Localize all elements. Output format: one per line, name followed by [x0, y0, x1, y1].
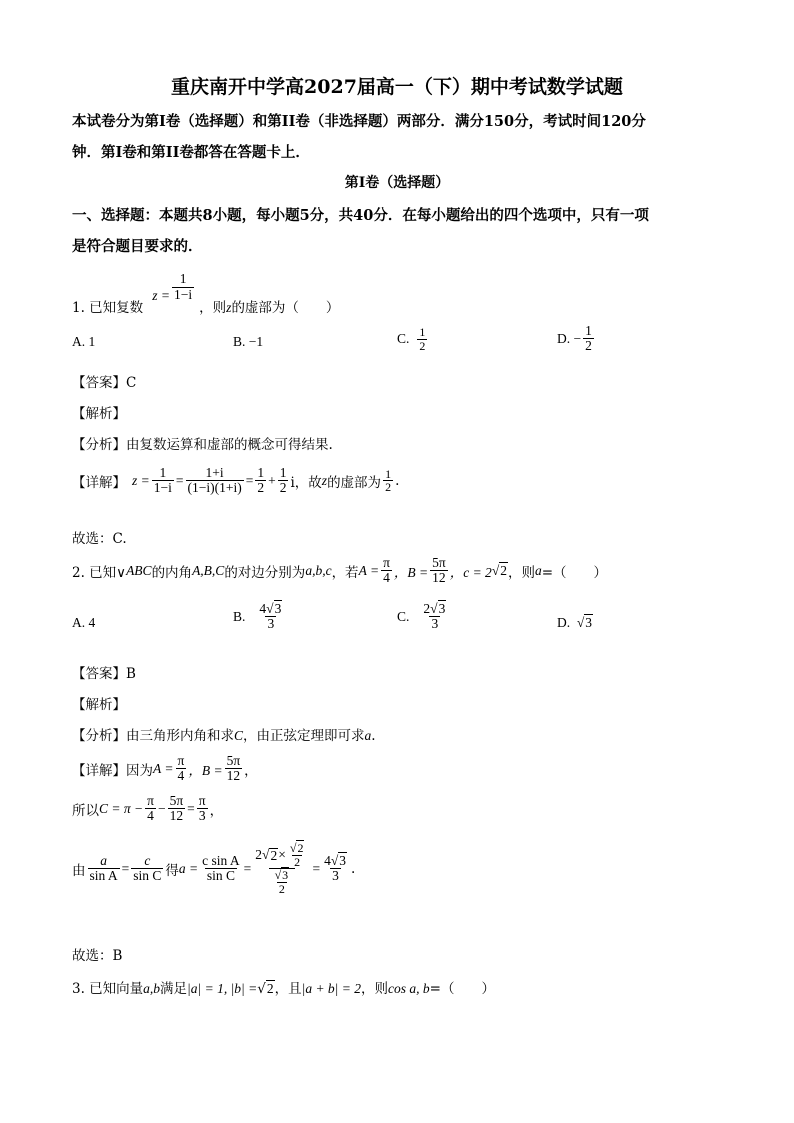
- part1-line-1: 一、选择题：本题共8小题，每小题5分，共40分．在每小题给出的四个选项中，只有一项: [72, 207, 649, 224]
- intro-line-1: 本试卷分为第I卷（选择题）和第II卷（非选择题）两部分．满分150分，考试时间120分: [72, 113, 646, 130]
- q1-fraction: $\frac{1}{1-i}$: [174, 271, 193, 302]
- q2-option-d: D. √3: [557, 615, 593, 630]
- question-1-text: 1. 已知复数 ，则z的虚部为（ ）: [72, 300, 340, 316]
- q2-option-c: C. $\frac{2√3}{3}$: [397, 601, 446, 632]
- page-title: 重庆南开中学高2027届高一（下）期中考试数学试题: [171, 76, 623, 98]
- section-title: 第I卷（选择题）: [344, 175, 450, 191]
- q1-option-d: D. − $\frac{1}{2}$: [557, 323, 592, 354]
- q1-analysis: 【解析】: [72, 406, 126, 422]
- q2-derivation: 由 $\frac{a}{\text{sin A}}$ = $\frac{c}{\text{sin C}}$ 得 a = $\frac{\text{c sin A}}{\text{sin C}}$ = 2 √ 2 × $\frac{√2}{2}$ $\frac{√3}{2}$ = $\frac{4√3}{3}$ .: [72, 841, 356, 896]
- part1-line-2: 是符合题目要求的．: [72, 238, 203, 255]
- q1-answer: 【答案】C: [72, 375, 137, 391]
- q2-so-line: 所以 C = π − $\frac{\pi}{4}$ − $\frac{5\pi}{12}$ = $\frac{\pi}{3}$ ，: [72, 793, 224, 824]
- q1-z-lhs: z =: [152, 288, 171, 303]
- q1-lead: 1. 已知复数: [72, 300, 144, 316]
- q2-fenxi: 【分析】由三角形内角和求C，由正弦定理即可求a.: [72, 728, 376, 744]
- q2-option-b: B. $\frac{4√3}{3}$: [233, 601, 282, 632]
- q2-choose: 故选：B: [72, 948, 123, 964]
- q2-answer: 【答案】B: [72, 666, 136, 682]
- q1-detail: 【详解】 z = $\frac{1}{1-i}$ = $\frac{1+i}{(1-i)(1+i)}$ = $\frac{1}{2}$ + $\frac{1}{2}$ i，故 z 的虚部为 $\frac{1}{2}$ .: [72, 465, 400, 496]
- q1-option-c: C. $\frac{1}{2}$: [397, 325, 426, 353]
- q2-analysis: 【解析】: [72, 697, 126, 713]
- q1-option-b: B. −1: [233, 334, 264, 349]
- intro-line-2: 钟．第I卷和第II卷都答在答题卡上．: [72, 144, 310, 161]
- q1-option-a: A. 1: [72, 334, 96, 349]
- q2-option-a: A. 4: [72, 615, 96, 630]
- q1-choose: 故选：C.: [72, 531, 127, 547]
- question-3-text: 3. 已知向量a,b满足|a| = 1, |b| =√2，且|a + b| = 2，则cos a, b=（ ）: [72, 981, 495, 997]
- q2-detail: 【详解】 因为 A = $\frac{\pi}{4}$ ，B = $\frac{5\pi}{12}$ ，: [72, 753, 258, 784]
- question-2-text: 2. 已知∨ ABC 的内角 A,B,C 的对边分别为 a,b,c ，若 A = $\frac{\pi}{4}$ ，B = $\frac{5\pi}{12}$ ，c = 2 √ 2 ，则 a =（ ）: [72, 555, 608, 586]
- q1-fenxi: 【分析】由复数运算和虚部的概念可得结果.: [72, 437, 333, 453]
